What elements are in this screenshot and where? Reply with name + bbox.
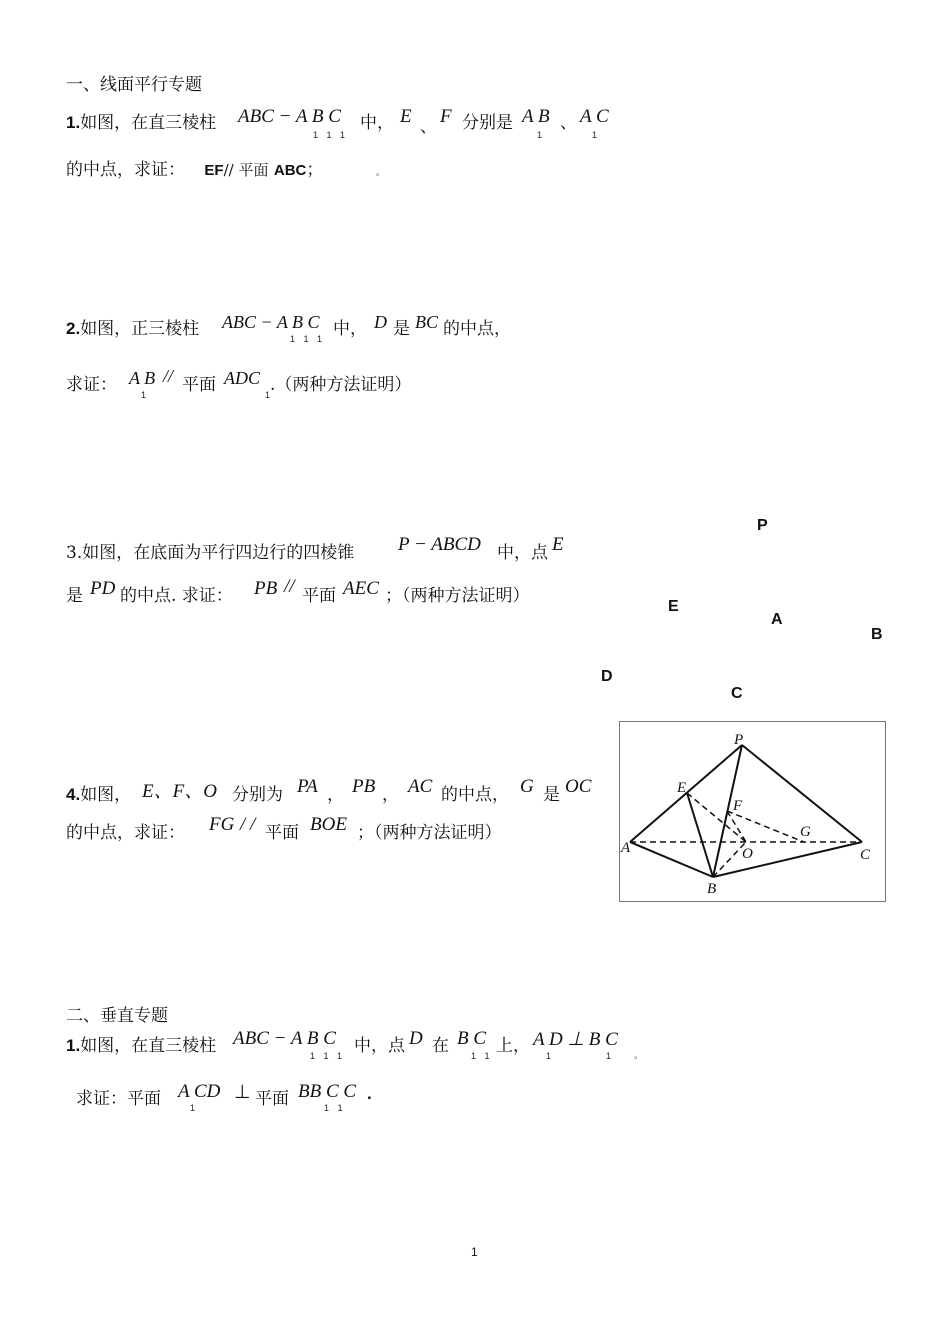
plane-boe: BOE bbox=[310, 814, 347, 835]
text: ；（两种方法证明） bbox=[357, 823, 502, 843]
label-a: A bbox=[771, 611, 783, 628]
text: 的中点，求证： bbox=[66, 823, 185, 843]
text: 平面 bbox=[265, 823, 299, 843]
point-g: G bbox=[520, 776, 534, 797]
segment-oc: OC bbox=[565, 776, 592, 797]
text: 的中点， bbox=[443, 319, 511, 339]
text: 分别为 bbox=[232, 785, 283, 805]
subscript: 1 bbox=[537, 130, 543, 140]
subscript: 1 bbox=[265, 390, 271, 400]
dot: 。 bbox=[376, 168, 386, 178]
segment-ac: AC bbox=[408, 776, 433, 797]
problem-1-2-line1 bbox=[66, 314, 199, 339]
text: 在 bbox=[432, 1036, 449, 1056]
segment-fg: FG bbox=[209, 814, 235, 835]
point-e: E bbox=[552, 534, 564, 555]
text: 平面 bbox=[302, 586, 336, 606]
segment-eb bbox=[687, 793, 713, 877]
plane-aec: AEC bbox=[343, 578, 379, 599]
segment-a1b: A B bbox=[522, 106, 550, 127]
plane-a1cd: A CD bbox=[178, 1081, 221, 1102]
perpendicular-relation: A D ⊥ B C bbox=[533, 1029, 618, 1050]
subscript: 1 bbox=[141, 390, 147, 400]
problem-1-4-line1 bbox=[66, 780, 131, 805]
label-d: D bbox=[601, 668, 613, 685]
subscripts: 1 1 bbox=[324, 1103, 346, 1113]
abc: ABC bbox=[273, 162, 307, 179]
point-d: D bbox=[374, 312, 387, 332]
segment-pb: PB bbox=[254, 578, 278, 599]
parallel: / / bbox=[240, 814, 256, 835]
subscripts: 1 1 1 bbox=[290, 334, 326, 344]
problem-number: 1. bbox=[66, 113, 81, 132]
point-d: D bbox=[409, 1028, 423, 1049]
edge-bc bbox=[713, 842, 862, 877]
separator: 、 bbox=[560, 113, 577, 133]
problem-number: 2. bbox=[66, 319, 81, 338]
fig-label-e: E bbox=[677, 780, 687, 796]
text: 上， bbox=[496, 1036, 530, 1056]
fig-label-p: P bbox=[734, 732, 744, 748]
fig-label-f: F bbox=[733, 798, 743, 814]
pyramid-figure bbox=[619, 721, 886, 902]
text: 的中点. 求证： bbox=[120, 586, 233, 606]
fig-label-b: B bbox=[707, 881, 717, 897]
ef: EF bbox=[204, 162, 224, 179]
subscripts: 1 1 bbox=[471, 1051, 493, 1061]
problem-1-1-line1 bbox=[66, 108, 216, 133]
fig-label-g: G bbox=[800, 824, 811, 840]
comma: ， bbox=[327, 785, 344, 805]
text: 中， bbox=[333, 319, 367, 339]
subscript: 1 bbox=[546, 1051, 552, 1061]
fig-label-c: C bbox=[860, 847, 871, 863]
plane-bb1c1c: BB C C bbox=[298, 1081, 357, 1102]
edge-ab bbox=[630, 842, 713, 877]
text: 中，点 bbox=[354, 1036, 405, 1056]
text: ；（两种方法证明） bbox=[385, 586, 530, 606]
segment-a1b: A B bbox=[129, 368, 156, 388]
text: 分别是 bbox=[462, 113, 513, 133]
text: 的中点， bbox=[441, 785, 509, 805]
segment-a1c: A C bbox=[580, 106, 609, 127]
section1-heading: 一、线面平行专题 bbox=[66, 75, 202, 95]
subscript: 1 bbox=[592, 130, 598, 140]
text: 平面 bbox=[182, 375, 216, 395]
text: 如图，在直三棱柱 bbox=[80, 1036, 217, 1056]
points-efo: E、F、O bbox=[142, 781, 217, 802]
period: . bbox=[367, 1084, 372, 1103]
label-p: P bbox=[757, 517, 768, 534]
comma: ， bbox=[382, 785, 399, 805]
text: 是 bbox=[393, 319, 410, 339]
label-e: E bbox=[668, 598, 679, 615]
text: 求证： bbox=[66, 375, 117, 395]
plane-adc1: ADC bbox=[224, 368, 260, 388]
pyramid-diagram bbox=[620, 722, 885, 901]
prism-expression: ABC − A B C bbox=[222, 312, 320, 332]
problem-number: 4. bbox=[66, 785, 81, 804]
text: 是 bbox=[66, 586, 83, 606]
page-number: 1 bbox=[471, 1245, 478, 1259]
text: 如图， bbox=[80, 785, 132, 805]
text: .（两种方法证明） bbox=[270, 375, 412, 395]
text: 如图，正三棱柱 bbox=[80, 319, 200, 339]
problem-1-3-line1 bbox=[66, 538, 354, 563]
section2-heading: 二、垂直专题 bbox=[66, 1006, 168, 1026]
text: 中，点 bbox=[497, 543, 548, 563]
subscripts: 1 1 1 bbox=[310, 1051, 346, 1061]
segment-pd: PD bbox=[90, 578, 116, 599]
pyramid-expression: P − ABCD bbox=[398, 534, 481, 555]
text: 是 bbox=[543, 785, 560, 805]
segment-b1c1: B C bbox=[457, 1028, 487, 1049]
segment-fg bbox=[727, 811, 804, 842]
point-e: E bbox=[400, 106, 412, 127]
text: 如图，在底面为平行四边行的四棱锥 bbox=[82, 543, 355, 563]
perpendicular: ⊥ bbox=[234, 1082, 251, 1103]
text: ； bbox=[306, 160, 324, 180]
subscripts: 1 1 1 bbox=[313, 130, 349, 140]
label-c: C bbox=[731, 685, 743, 702]
prism-expression: ABC − A B C bbox=[233, 1028, 336, 1049]
segment-pa: PA bbox=[297, 776, 318, 797]
subscript: 1 bbox=[606, 1051, 612, 1061]
label-b: B bbox=[871, 626, 883, 643]
subscript: 1 bbox=[190, 1103, 196, 1113]
text: 平面 bbox=[255, 1089, 289, 1109]
separator: 、 bbox=[420, 117, 437, 137]
problem-2-1-line1 bbox=[66, 1031, 216, 1056]
text: 中， bbox=[360, 113, 394, 133]
parallel: // bbox=[163, 366, 174, 386]
text: 如图，在直三棱柱 bbox=[80, 113, 217, 133]
problem-number: 3. bbox=[66, 543, 83, 563]
text: 的中点，求证： bbox=[66, 160, 185, 180]
point-f: F bbox=[440, 106, 452, 127]
problem-1-1-line2 bbox=[66, 155, 323, 180]
fig-label-a: A bbox=[621, 840, 631, 856]
prism-expression: ABC − A B C bbox=[238, 106, 341, 127]
problem-number: 1. bbox=[66, 1036, 81, 1055]
segment-fo bbox=[727, 811, 746, 842]
segment-bc: BC bbox=[415, 312, 439, 332]
text: // 平面 bbox=[223, 161, 269, 179]
text: 求证：平面 bbox=[76, 1089, 161, 1109]
fig-label-o: O bbox=[742, 846, 753, 862]
dot: 。 bbox=[634, 1051, 644, 1061]
parallel: // bbox=[284, 576, 295, 597]
segment-pb: PB bbox=[352, 776, 376, 797]
